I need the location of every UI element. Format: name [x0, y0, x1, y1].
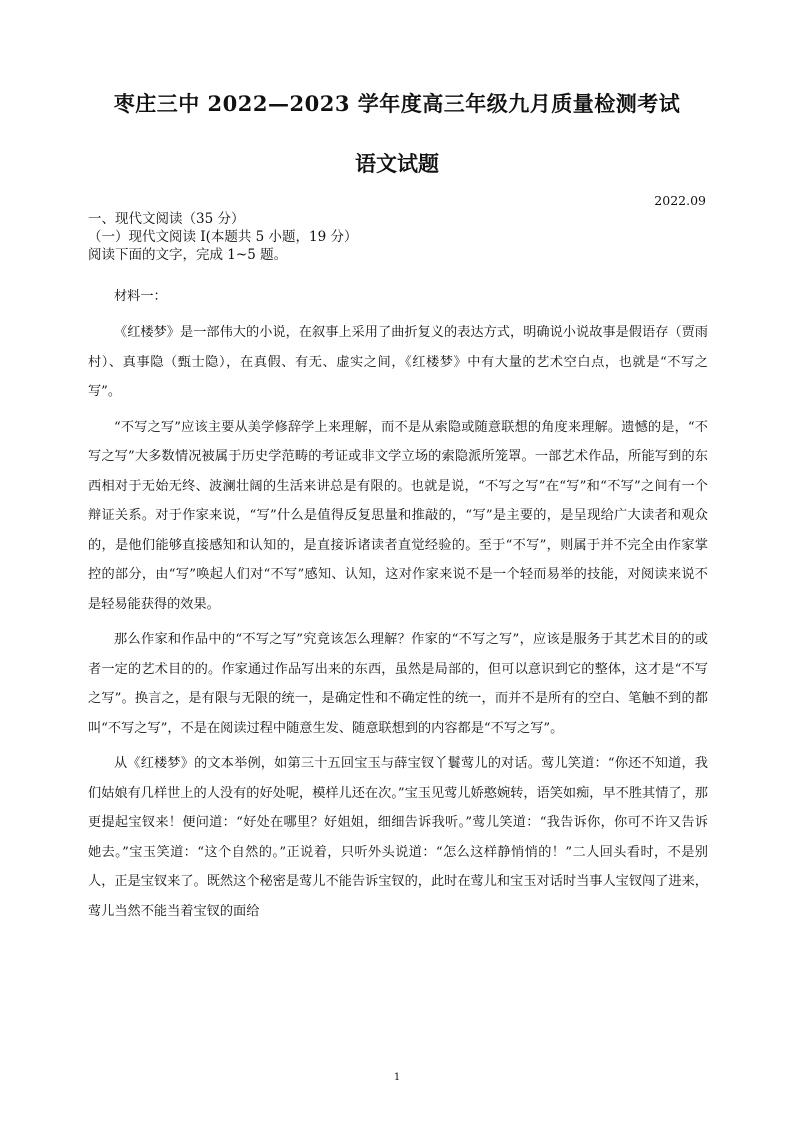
page-number: 1 — [393, 1072, 401, 1083]
material-label: 材料一： — [114, 289, 167, 304]
reading-passage — [88, 287, 708, 926]
passage-paragraph: 《红楼梦》是一部伟大的小说，在叙事上采用了曲折复义的表达方式，明确说小说故事是假语存（贾雨村）、真事隐（甄士隐），在真假、有无、虚实之间，《红楼梦》中有大量的艺术空白点，也就是“不写之写”。 — [88, 325, 708, 399]
reading-instruction: 阅读下面的文字，完成 1~5 题。 — [88, 247, 288, 263]
section-heading: 一、现代文阅读（35 分） — [88, 211, 245, 227]
section-header-block — [88, 210, 708, 264]
exam-subtitle: 语文试题 — [355, 151, 439, 176]
subsection-heading: （一）现代文阅读 I(本题共 5 小题，19 分） — [88, 229, 358, 245]
exam-title: 枣庄三中 2022—2023 学年度高三年级九月质量检测考试 — [113, 91, 681, 116]
passage-paragraph: 从《红楼梦》的文本举例，如第三十五回宝玉与薛宝钗丫鬟莺儿的对话。莺儿笑道：“你还不知道，我们姑娘有几样世上的人没有的好处呢，模样儿还在次。”宝玉见莺儿娇憨婉转，语笑如痴，早不胜其情了，那更提起宝钗来！便问道：“好处在哪里？好姐姐，细细告诉我听。”莺儿笑道：“我告诉你，你可不许又告诉她去。”宝玉笑道：“这个自然的。”正说着，只听外头说道：“怎么这样静悄悄的！”二人回头看时，不是别人，正是宝钗来了。既然这个秘密是莺儿不能告诉宝钗的，此时在莺儿和宝玉对话时当事人宝钗闯了进来，莺儿当然不能当着宝钗的面给 — [88, 756, 708, 919]
passage-paragraph: “不写之写”应该主要从美学修辞学上来理解，而不是从索隐或随意联想的角度来理解。遗憾的是，“不写之写”大多数情况被属于历史学范畴的考证或非文学立场的索隐派所笼罩。一部艺术作品，所能写到的东西相对于无始无终、波澜壮阔的生活来讲总是有限的。也就是说，“不写之写”在“写”和“不写”之间有一个辩证关系。对于作家来说，“写”什么是值得反复思量和推敲的，“写”是主要的，是呈现给广大读者和观众的，是他们能够直接感知和认知的，是直接诉诸读者直觉经验的。至于“不写”，则属于并不完全由作家掌控的部分，由“写”唤起人们对“不写”感知、认知，这对作家来说不是一个轻而易举的技能，对阅读来说不是轻易能获得的效果。 — [88, 419, 708, 612]
passage-paragraph: 那么作家和作品中的“不写之写”究竟该怎么理解？作家的“不写之写”，应该是服务于其艺术目的的或者一定的艺术目的的。作家通过作品写出来的东西，虽然是局部的，但可以意识到它的整体，这才是“不写之写”。换言之，是有限与无限的统一，是确定性和不确定性的统一，而并不是所有的空白、笔触不到的都叫“不写之写”，不是在阅读过程中随意生发、随意联想到的内容都是“不写之写”。 — [88, 632, 708, 736]
exam-date: 2022.09 — [654, 193, 706, 208]
